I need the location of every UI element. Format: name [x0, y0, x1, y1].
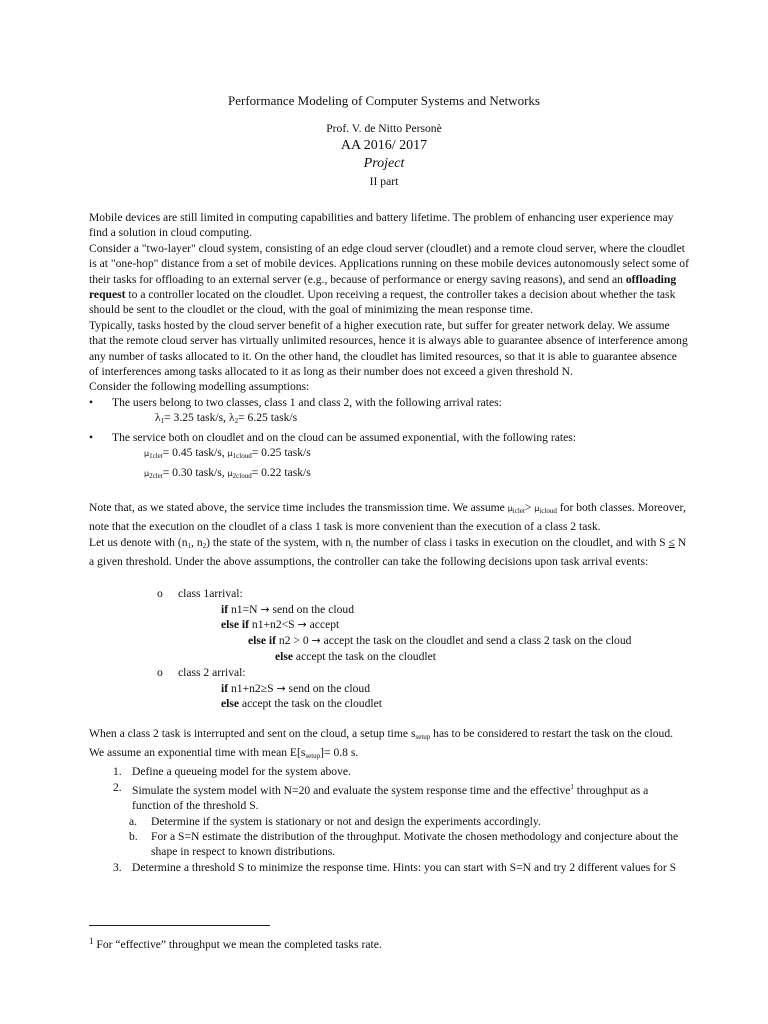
condition: n1=N — [228, 602, 261, 616]
bullet-mark: • — [89, 395, 94, 409]
part-heading: II part — [369, 175, 399, 188]
algo-line-elseif1 — [221, 617, 339, 632]
intro-p2-text-a: Consider a "two-layer" cloud system, consisting of an edge cloud server (cloudlet) and a remote cloud server, where the cloudlet is at "one-hop" distance from a set of mobile devices. Applications running on these mobile devices autonomously select some of their tasks for offloading to an external server (e.g., because of performance or energy saving reasons), and send an — [89, 241, 689, 286]
footnote-ref: 1 — [570, 782, 574, 791]
list-item-text: throughput as a function of the threshold S. — [132, 783, 649, 813]
spacer — [89, 570, 689, 586]
list-item — [89, 860, 689, 875]
note2-text-f: N a given threshold. Under the above assumptions, the controller can take the following decisions upon task arrival events: — [89, 535, 687, 569]
service-rates-line-1 — [89, 445, 689, 464]
document-body — [89, 210, 689, 875]
subscript: 2clet — [149, 471, 163, 480]
setup-paragraph — [89, 726, 689, 765]
note-text-c: for both classes. Moreover, note that the execution on the cloudlet of a class 1 task is more convenient than the execution of a class 2 task. — [89, 500, 686, 534]
note2-text-d: the number of class i tasks in execution on the cloudlet, and with S — [352, 535, 669, 549]
rate-mu-2-clet: = 0.30 task/s, — [162, 465, 228, 479]
list-number: a. — [129, 814, 138, 828]
subscript: 1 — [160, 417, 165, 426]
list-number: 3. — [113, 860, 122, 874]
subscript: 2 — [202, 541, 207, 550]
keyword: else if — [248, 633, 277, 647]
arrival-rates-line — [89, 410, 689, 429]
subscript: setup — [415, 732, 431, 741]
rate-mu-1-clet: = 0.45 task/s, — [162, 446, 228, 460]
intro-paragraph-3: Typically, tasks hosted by the cloud server benefit of a higher execution rate, but suffer for greater network delay. We assume that the remote cloud server has virtually unlimited resources, hence it is always able to guarantee absence of interference among any number of tasks allocated to it. On the other hand, the cloudlet has limited resources, so that it is able to guarantee absence of interferences among tasks allocated to it as long as their number does not exceed a given threshold N. — [89, 318, 688, 379]
footnote-divider — [89, 925, 270, 926]
subscript: i — [351, 541, 353, 550]
footnote-text: For “effective” throughput we mean the completed tasks rate. — [93, 938, 382, 951]
rate-lambda-2: = 6.25 task/s — [238, 411, 298, 425]
keyword: if — [221, 602, 229, 616]
action: send on the cloud — [285, 681, 371, 695]
project-heading: Project — [363, 156, 405, 171]
list-item-text: Determine a threshold S to minimize the response time. Hints: you can start with S=N and try 2 different values for S — [132, 860, 677, 874]
mu-symbol: μ — [227, 449, 233, 459]
lambda-symbol: λ — [228, 411, 235, 425]
author-line: Prof. V. de Nitto Personè — [326, 122, 442, 135]
condition: n1+n2≥S — [228, 681, 277, 695]
rate-mu-2-cloud: = 0.22 task/s — [251, 465, 311, 479]
note2-text-c: ) the state of the system, with n — [206, 535, 352, 549]
intro-p2-text-c: to a controller located on the cloudlet. Upon receiving a request, the controller takes a decision about whether the task should be sent to the cloudlet or the cloud, with the goal of minimizing the mean response time. — [89, 288, 676, 317]
list-number: b. — [129, 829, 138, 843]
subscript: 2cloud — [232, 471, 252, 480]
algo-bullet-1 — [157, 586, 163, 601]
keyword: else if — [221, 617, 250, 631]
decision-algorithm — [89, 586, 689, 710]
mu-symbol: μ — [534, 503, 540, 513]
action: accept — [306, 617, 340, 631]
subscript: 1 — [187, 541, 192, 550]
arrow-icon: → — [260, 602, 270, 616]
mu-symbol: μ — [144, 449, 150, 459]
mu-symbol: μ — [144, 468, 150, 478]
rate-lambda-1: = 3.25 task/s, — [164, 411, 229, 425]
class2-heading: class 2 arrival: — [178, 665, 246, 679]
algo-line-else1 — [275, 649, 436, 664]
service-rates-line-2 — [89, 465, 689, 484]
list-item-text: Simulate the system model with N=20 and evaluate the system response time and the effective — [132, 783, 571, 797]
subscript: setup — [305, 751, 321, 760]
assumption-text-2: The service both on cloudlet and on the cloud can be assumed exponential, with the following rates: — [112, 430, 576, 444]
class1-heading: class 1arrival: — [178, 586, 243, 600]
setup-text-b: has to be considered to restart the task on the cloud. We assume an exponential time with mean E[s — [89, 726, 674, 759]
subscript: icloud — [539, 506, 557, 515]
rate-mu-1-cloud: = 0.25 task/s — [251, 446, 311, 460]
algo-line-elseif2 — [248, 633, 631, 648]
subscript: 1clet — [149, 452, 163, 461]
bullet-mark: • — [89, 430, 94, 444]
list-item — [89, 814, 689, 829]
note-text-a: Note that, as we stated above, the service time includes the transmission time. We assume — [89, 500, 508, 514]
algo-line-if1 — [221, 602, 354, 617]
action: accept the task on the cloudlet and send a class 2 task on the cloud — [320, 633, 632, 647]
setup-text-a: When a class 2 task is interrupted and sent on the cloud, a setup time s — [89, 726, 416, 740]
algo-line-else2 — [221, 696, 382, 711]
subscript: 2 — [234, 417, 239, 426]
list-marker: o — [157, 586, 163, 600]
intro-paragraph-1: Mobile devices are still limited in computing capabilities and battery lifetime. The problem of enhancing user experience may find a solution in cloud computing. — [89, 211, 674, 240]
list-item — [89, 829, 689, 860]
list-marker: o — [157, 665, 163, 679]
leq-symbol: ≤ — [668, 535, 675, 549]
footnote-mark: 1 — [89, 936, 94, 946]
algo-bullet-2 — [157, 665, 163, 680]
assumption-bullet-1 — [89, 395, 689, 410]
subscript: iclet — [512, 506, 525, 515]
mu-symbol: μ — [507, 503, 513, 513]
note2-text-b: , n — [191, 535, 203, 549]
lambda-symbol: λ — [155, 411, 161, 425]
setup-text-c: ]= 0.8 s. — [320, 745, 359, 759]
list-number: 2. — [113, 780, 122, 794]
arrow-icon: → — [311, 633, 321, 647]
subscript: 1cloud — [232, 452, 252, 461]
academic-year: AA 2016/ 2017 — [340, 138, 428, 153]
action: accept the task on the cloudlet — [293, 649, 436, 663]
spacer — [89, 484, 689, 500]
list-item — [89, 780, 689, 814]
list-number: 1. — [113, 765, 122, 779]
spacer — [89, 710, 689, 726]
footnote — [89, 934, 382, 952]
task-list — [89, 764, 689, 875]
action: accept the task on the cloudlet — [239, 696, 382, 710]
list-item — [89, 764, 689, 779]
mu-symbol: μ — [227, 468, 233, 478]
note2-text-a: Let us denote with (n — [89, 535, 188, 549]
intro-paragraph-2 — [89, 241, 689, 318]
condition: n1+n2<S — [249, 617, 298, 631]
assumption-text-1: The users belong to two classes, class 1 and class 2, with the following arrival rates: — [112, 395, 502, 409]
intro-paragraph-4: Consider the following modelling assumptions: — [89, 380, 310, 394]
note-paragraph-1 — [89, 500, 689, 535]
list-item-text: Determine if the system is stationary or not and design the experiments accordingly. — [151, 814, 541, 828]
keyword: else — [275, 649, 294, 663]
action: send on the cloud — [269, 602, 354, 616]
condition: n2 > 0 — [276, 633, 312, 647]
note-paragraph-2 — [89, 535, 689, 570]
arrow-icon: → — [297, 617, 307, 631]
assumption-bullet-2 — [89, 430, 689, 445]
algo-line-if2 — [221, 681, 370, 696]
keyword: if — [221, 681, 229, 695]
note-text-b: > — [524, 500, 535, 514]
list-item-text: Define a queueing model for the system above. — [132, 765, 351, 779]
document-title: Performance Modeling of Computer Systems and Networks — [228, 93, 540, 108]
keyword: else — [221, 696, 240, 710]
arrow-icon: → — [276, 681, 286, 695]
list-item-text: For a S=N estimate the distribution of the throughput. Motivate the chosen methodology and conjecture about the shape in respect to known distributions. — [151, 829, 679, 859]
offloading-request-term: offloading request — [89, 272, 677, 302]
